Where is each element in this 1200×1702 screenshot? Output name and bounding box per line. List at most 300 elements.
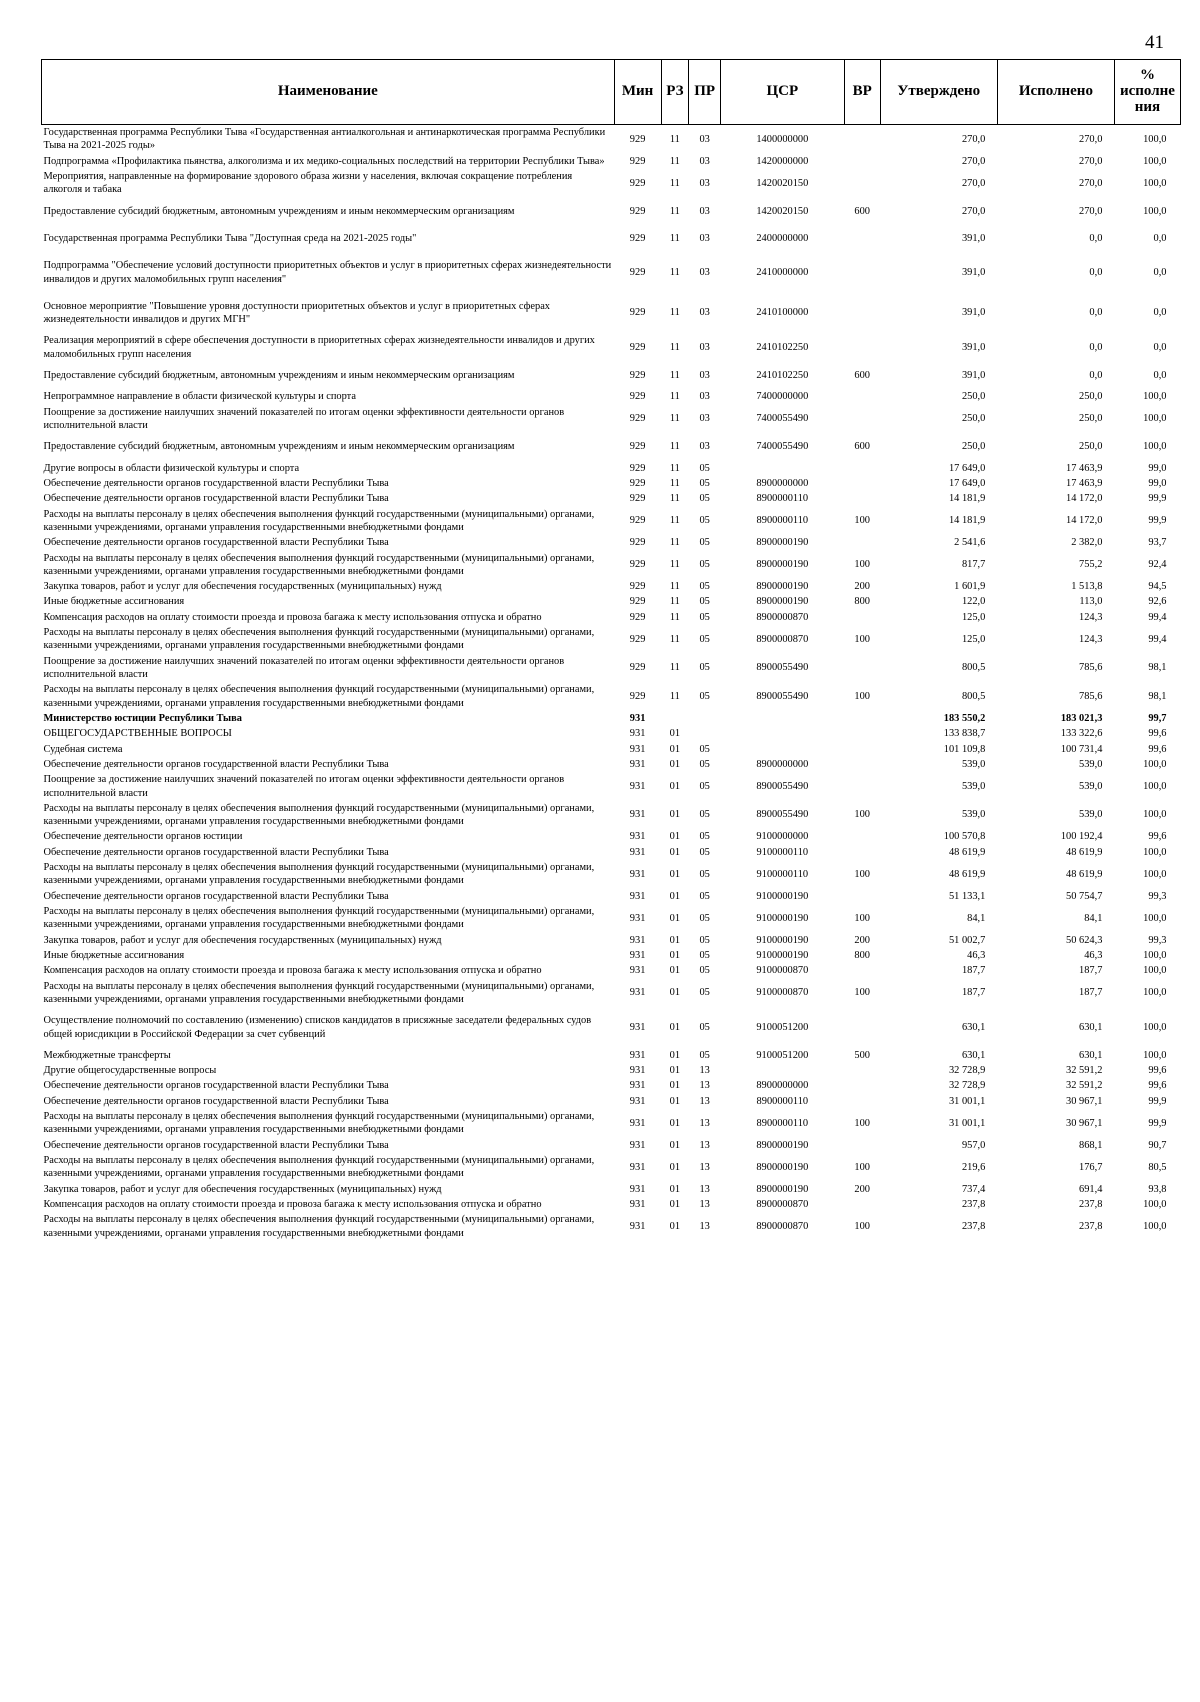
row-rz: 01: [669, 1021, 681, 1033]
row-approved: 237,8: [961, 1220, 986, 1232]
row-rz: 01: [669, 1220, 681, 1232]
table-row: [42, 433, 1181, 460]
row-name: Закупка товаров, работ и услуг для обеспечения государственных (муниципальных) нужд: [43, 934, 442, 946]
row-approved: 630,1: [961, 1021, 986, 1033]
row-vr: [844, 476, 880, 491]
row-pr: 03: [699, 342, 710, 354]
row-rz: 01: [669, 728, 681, 740]
row-name: Расходы на выплаты персоналу в целях обеспечения выполнения функций государственными (муниципальными) органами, казенными учреждениями, органами управления государственными внебюджетными фондами: [43, 552, 595, 577]
table-row: [42, 1063, 1181, 1078]
row-pr: 05: [699, 581, 710, 593]
row-percent: 99,7: [1148, 712, 1167, 724]
row-rz: 01: [669, 1183, 681, 1195]
row-csr: 9100000190: [756, 912, 809, 924]
row-vr: [844, 742, 880, 757]
row-vr: [844, 1063, 880, 1078]
row-percent: 80,5: [1148, 1161, 1167, 1173]
row-vr: 100: [854, 515, 870, 527]
row-name: Обеспечение деятельности органов государственной власти Республики Тыва: [43, 537, 389, 549]
row-pr: 05: [699, 596, 710, 608]
row-executed: 50 754,7: [1066, 890, 1103, 902]
row-approved: 17 649,0: [948, 477, 986, 489]
row-approved: 539,0: [961, 809, 986, 821]
row-rz: 11: [669, 133, 680, 145]
row-name: Другие общегосударственные вопросы: [43, 1065, 217, 1077]
row-executed: 630,1: [1079, 1021, 1103, 1033]
row-min: 929: [629, 413, 646, 425]
row-rz: 01: [669, 809, 681, 821]
table-row: [42, 801, 1181, 830]
row-csr: 1420020150: [756, 205, 809, 217]
row-approved: 32 728,9: [948, 1080, 986, 1092]
row-percent: 100,0: [1143, 133, 1167, 145]
row-min: 931: [629, 890, 646, 902]
row-rz: 11: [669, 370, 680, 382]
row-pr: 03: [699, 391, 710, 403]
row-rz: 11: [669, 477, 680, 489]
row-percent: 94,5: [1148, 581, 1167, 593]
row-min: 931: [629, 965, 646, 977]
row-name: Основное мероприятие "Повышение уровня доступности приоритетных объектов и услуг в приоритетных сферах жизнедеятельности инвалидов и других МГН": [43, 300, 551, 326]
row-pr: 13: [699, 1183, 710, 1195]
row-percent: 100,0: [1143, 1049, 1167, 1061]
row-executed: 17 463,9: [1066, 462, 1103, 474]
row-rz: 01: [669, 743, 681, 755]
row-csr: 8900000000: [756, 477, 809, 489]
row-rz: 01: [669, 912, 681, 924]
row-vr: 100: [854, 868, 870, 880]
row-min: 931: [629, 1049, 646, 1061]
row-min: 931: [629, 1198, 646, 1210]
row-approved: 125,0: [961, 633, 986, 645]
row-name: Подпрограмма «Профилактика пьянства, алкоголизма и их медико-социальных последствий на территории Республики Тыва»: [43, 155, 605, 167]
row-name: Компенсация расходов на оплату стоимости проезда и провоза багажа к месту использования отпуска и обратно: [43, 1198, 542, 1210]
table-row: [42, 1197, 1181, 1212]
row-executed: 2 382,0: [1071, 537, 1103, 549]
row-name: Государственная программа Республики Тыва "Доступная среда на 2021-2025 годы": [43, 232, 417, 244]
row-csr: 9100000000: [756, 831, 809, 843]
row-vr: [844, 1094, 880, 1109]
row-executed: 133 322,6: [1060, 728, 1103, 740]
row-percent: 0,0: [1153, 307, 1167, 319]
row-rz: 01: [669, 987, 681, 999]
row-percent: 100,0: [1143, 413, 1167, 425]
row-min: 931: [629, 949, 646, 961]
row-executed: 113,0: [1079, 596, 1103, 608]
row-vr: [844, 845, 880, 860]
row-csr: 8900000000: [756, 1080, 809, 1092]
row-rz: 11: [669, 611, 680, 623]
row-min: 931: [629, 912, 646, 924]
table-row: [42, 461, 1181, 476]
row-min: 929: [629, 155, 646, 167]
row-rz: 11: [669, 413, 680, 425]
table-row: [42, 476, 1181, 491]
row-percent: 100,0: [1143, 846, 1167, 858]
row-percent: 99,6: [1148, 1065, 1167, 1077]
row-rz: 11: [669, 633, 680, 645]
row-vr: [844, 610, 880, 625]
row-rz: 01: [669, 1095, 681, 1107]
row-vr: 100: [854, 1161, 870, 1173]
row-vr: [844, 535, 880, 550]
table-row: [42, 507, 1181, 536]
row-percent: 99,3: [1148, 934, 1167, 946]
row-vr: [844, 389, 880, 404]
row-pr: 03: [699, 307, 710, 319]
row-executed: 100 192,4: [1060, 831, 1103, 843]
header-pr: ПР: [689, 60, 721, 125]
table-row: [42, 682, 1181, 711]
row-name: Иные бюджетные ассигнования: [43, 596, 185, 608]
header-csr: ЦСР: [721, 60, 844, 125]
row-vr: [844, 963, 880, 978]
row-csr: 7400055490: [756, 413, 809, 425]
table-row: [42, 535, 1181, 550]
row-percent: 100,0: [1143, 1198, 1167, 1210]
row-csr: 2410100000: [756, 307, 809, 319]
row-pr: 05: [699, 912, 710, 924]
row-percent: 99,9: [1148, 1117, 1167, 1129]
row-rz: 01: [669, 949, 681, 961]
row-percent: 92,6: [1148, 596, 1167, 608]
row-rz: 01: [669, 890, 681, 902]
row-name: Поощрение за достижение наилучших значений показателей по итогам оценки эффективности деятельности органов исполнительной власти: [43, 655, 565, 680]
row-vr: [844, 1138, 880, 1153]
row-percent: 93,7: [1148, 537, 1167, 549]
row-min: 929: [629, 370, 646, 382]
row-approved: 133 838,7: [943, 728, 986, 740]
row-rz: 01: [669, 1080, 681, 1092]
row-executed: 691,4: [1079, 1183, 1103, 1195]
row-approved: 31 001,1: [948, 1117, 986, 1129]
row-pr: 05: [699, 868, 710, 880]
row-csr: 8900000110: [756, 515, 809, 527]
row-executed: 30 967,1: [1066, 1095, 1103, 1107]
row-approved: 391,0: [961, 232, 986, 244]
row-name: Мероприятия, направленные на формирование здорового образа жизни у населения, включая сокращение потребления алкоголя и табака: [43, 170, 573, 196]
row-min: 931: [629, 1095, 646, 1107]
row-executed: 785,6: [1079, 662, 1103, 674]
row-executed: 0,0: [1089, 370, 1103, 382]
row-percent: 0,0: [1153, 232, 1167, 244]
row-rz: 11: [669, 662, 680, 674]
row-executed: 539,0: [1079, 809, 1103, 821]
row-percent: 92,4: [1148, 559, 1167, 571]
row-executed: 100 731,4: [1060, 743, 1103, 755]
row-approved: 800,5: [961, 662, 986, 674]
row-executed: 1 513,8: [1071, 581, 1103, 593]
row-percent: 100,0: [1143, 1021, 1167, 1033]
row-executed: 539,0: [1079, 780, 1103, 792]
table-row: [42, 757, 1181, 772]
row-pr: 03: [699, 370, 710, 382]
row-executed: 48 619,9: [1066, 846, 1103, 858]
row-percent: 0,0: [1153, 342, 1167, 354]
header-rz: РЗ: [661, 60, 689, 125]
row-rz: 11: [669, 493, 680, 505]
row-csr: 9100000870: [756, 965, 809, 977]
table-row: [42, 491, 1181, 506]
row-pr: 05: [699, 559, 710, 571]
row-approved: 237,8: [961, 1198, 986, 1210]
row-percent: 99,6: [1148, 743, 1167, 755]
row-vr: [844, 654, 880, 683]
table-row: [42, 963, 1181, 978]
row-csr: 8900000870: [756, 1198, 809, 1210]
row-pr: 05: [699, 611, 710, 623]
row-executed: 0,0: [1089, 307, 1103, 319]
table-row: [42, 1212, 1181, 1241]
row-executed: 32 591,2: [1066, 1080, 1103, 1092]
row-csr: 2410102250: [756, 342, 809, 354]
row-csr: 1400000000: [756, 133, 809, 145]
header-row: [42, 60, 1181, 125]
table-row: [42, 1109, 1181, 1138]
row-executed: 270,0: [1079, 177, 1103, 189]
header-vr: ВР: [844, 60, 880, 125]
row-vr: [844, 726, 880, 741]
table-row: [42, 293, 1181, 334]
row-csr: 8900000190: [756, 596, 809, 608]
row-percent: 100,0: [1143, 949, 1167, 961]
table-row: [42, 933, 1181, 948]
row-vr: [844, 1197, 880, 1212]
table-row: [42, 1094, 1181, 1109]
table-row: [42, 610, 1181, 625]
row-percent: 99,0: [1148, 477, 1167, 489]
table-row: [42, 225, 1181, 252]
row-name: Закупка товаров, работ и услуг для обеспечения государственных (муниципальных) нужд: [43, 581, 442, 593]
row-percent: 100,0: [1143, 780, 1167, 792]
row-executed: 183 021,3: [1060, 712, 1103, 724]
row-name: Предоставление субсидий бюджетным, автономным учреждениям и иным некоммерческим организациям: [43, 205, 515, 217]
row-min: 929: [629, 391, 646, 403]
row-name: Обеспечение деятельности органов юстиции: [43, 831, 243, 843]
row-executed: 250,0: [1079, 391, 1103, 403]
row-approved: 250,0: [961, 413, 986, 425]
table-row: [42, 948, 1181, 963]
row-executed: 84,1: [1084, 912, 1103, 924]
row-min: 929: [629, 662, 646, 674]
row-executed: 0,0: [1089, 266, 1103, 278]
row-vr: [844, 225, 880, 252]
row-pr: 05: [699, 537, 710, 549]
row-percent: 99,9: [1148, 493, 1167, 505]
row-pr: 05: [699, 846, 710, 858]
row-name: Поощрение за достижение наилучших значений показателей по итогам оценки эффективности деятельности органов исполнительной власти: [43, 774, 565, 799]
row-approved: 32 728,9: [948, 1065, 986, 1077]
row-percent: 100,0: [1143, 177, 1167, 189]
row-vr: 500: [854, 1049, 870, 1061]
row-min: 931: [629, 743, 646, 755]
row-csr: 8900000870: [756, 611, 809, 623]
row-pr: 05: [699, 949, 710, 961]
row-vr: [844, 333, 880, 362]
row-percent: 100,0: [1143, 205, 1167, 217]
row-vr: 600: [854, 205, 870, 217]
row-name: Компенсация расходов на оплату стоимости проезда и провоза багажа к месту использования отпуска и обратно: [43, 611, 542, 623]
row-name: Непрограммное направление в области физической культуры и спорта: [43, 391, 356, 403]
row-csr: 8900000110: [756, 493, 809, 505]
row-executed: 630,1: [1079, 1049, 1103, 1061]
row-percent: 100,0: [1143, 155, 1167, 167]
row-vr: [844, 772, 880, 801]
row-min: 931: [629, 868, 646, 880]
row-vr: [844, 711, 880, 726]
row-min: 931: [629, 846, 646, 858]
row-name: Обеспечение деятельности органов государственной власти Республики Тыва: [43, 477, 389, 489]
row-percent: 100,0: [1143, 912, 1167, 924]
row-name: Реализация мероприятий в сфере обеспечения доступности в приоритетных сферах жизнедеятельности инвалидов и других маломобильных групп населения: [43, 335, 595, 360]
row-approved: 270,0: [961, 177, 986, 189]
row-pr: 05: [699, 1021, 710, 1033]
row-csr: 8900000110: [756, 1117, 809, 1129]
row-csr: 7400000000: [756, 391, 809, 403]
table-row: [42, 405, 1181, 434]
row-approved: 48 619,9: [948, 846, 986, 858]
row-approved: 800,5: [961, 690, 986, 702]
row-name: Расходы на выплаты персоналу в целях обеспечения выполнения функций государственными (муниципальными) органами, казенными учреждениями, органами управления государственными внебюджетными фондами: [43, 980, 595, 1005]
row-min: 931: [629, 780, 646, 792]
row-rz: 11: [669, 537, 680, 549]
row-rz: 11: [669, 581, 680, 593]
row-executed: 270,0: [1079, 133, 1103, 145]
row-pr: [689, 726, 721, 741]
row-percent: 100,0: [1143, 868, 1167, 880]
row-min: 929: [629, 477, 646, 489]
row-csr: 8900000870: [756, 1220, 809, 1232]
row-approved: 270,0: [961, 155, 986, 167]
row-percent: 99,6: [1148, 1080, 1167, 1092]
row-name: Обеспечение деятельности органов государственной власти Республики Тыва: [43, 1139, 389, 1151]
row-approved: 391,0: [961, 370, 986, 382]
row-pr: 13: [699, 1095, 710, 1107]
table-row: [42, 889, 1181, 904]
row-pr: 05: [699, 965, 710, 977]
row-min: 931: [629, 1065, 646, 1077]
row-min: 931: [629, 1220, 646, 1232]
row-vr: [844, 405, 880, 434]
row-csr: 9100051200: [756, 1021, 809, 1033]
row-name: Обеспечение деятельности органов государственной власти Республики Тыва: [43, 846, 389, 858]
row-executed: 17 463,9: [1066, 477, 1103, 489]
row-percent: 100,0: [1143, 809, 1167, 821]
row-vr: 800: [854, 596, 870, 608]
row-vr: [844, 461, 880, 476]
table-row: [42, 1078, 1181, 1093]
row-approved: 737,4: [961, 1183, 986, 1195]
row-csr: 8900000190: [756, 559, 809, 571]
row-executed: 30 967,1: [1066, 1117, 1103, 1129]
row-min: 929: [629, 537, 646, 549]
row-approved: 2 541,6: [954, 537, 986, 549]
row-vr: [844, 491, 880, 506]
row-rz: 01: [669, 1161, 681, 1173]
page-number: 41: [1145, 32, 1164, 53]
table-row: [42, 252, 1181, 293]
row-min: 931: [629, 1117, 646, 1129]
row-pr: 03: [699, 232, 710, 244]
table-row: [42, 845, 1181, 860]
row-csr: 9100000870: [756, 987, 809, 999]
row-approved: 183 550,2: [943, 712, 986, 724]
header-name: Наименование: [42, 60, 615, 125]
row-vr: 100: [854, 912, 870, 924]
row-approved: 101 109,8: [943, 743, 986, 755]
row-percent: 99,0: [1148, 462, 1167, 474]
row-name: Расходы на выплаты персоналу в целях обеспечения выполнения функций государственными (муниципальными) органами, казенными учреждениями, органами управления государственными внебюджетными фондами: [43, 1214, 595, 1239]
row-executed: 270,0: [1079, 155, 1103, 167]
row-executed: 250,0: [1079, 441, 1103, 453]
row-min: 929: [629, 581, 646, 593]
table-row: [42, 333, 1181, 362]
row-rz: 11: [669, 690, 680, 702]
row-vr: [844, 757, 880, 772]
row-csr: [721, 1063, 844, 1078]
row-approved: 391,0: [961, 342, 986, 354]
row-csr: 9100000190: [756, 890, 809, 902]
table-row: [42, 125, 1181, 154]
row-rz: 11: [669, 307, 680, 319]
row-pr: 05: [699, 743, 710, 755]
row-rz: 11: [669, 559, 680, 571]
row-name: Расходы на выплаты персоналу в целях обеспечения выполнения функций государственными (муниципальными) органами, казенными учреждениями, органами управления государственными внебюджетными фондами: [43, 684, 595, 709]
row-executed: 539,0: [1079, 758, 1103, 770]
row-min: 931: [629, 831, 646, 843]
table-row: [42, 1138, 1181, 1153]
row-name: Предоставление субсидий бюджетным, автономным учреждениям и иным некоммерческим организациям: [43, 370, 515, 382]
row-percent: 90,7: [1148, 1139, 1167, 1151]
row-vr: [844, 169, 880, 198]
row-min: 929: [629, 232, 646, 244]
table-row: [42, 742, 1181, 757]
row-approved: 46,3: [967, 949, 986, 961]
row-min: 929: [629, 307, 646, 319]
row-csr: 8900000870: [756, 633, 809, 645]
row-csr: 7400055490: [756, 441, 809, 453]
row-approved: 122,0: [961, 596, 986, 608]
header-percent: % исполне ния: [1114, 60, 1180, 125]
row-percent: 100,0: [1143, 1220, 1167, 1232]
row-csr: 8900055490: [756, 809, 809, 821]
row-pr: [689, 711, 721, 726]
row-percent: 99,6: [1148, 831, 1167, 843]
row-pr: 03: [699, 133, 710, 145]
table-row: [42, 726, 1181, 741]
row-approved: 125,0: [961, 611, 986, 623]
row-pr: 05: [699, 493, 710, 505]
row-vr: 200: [854, 1183, 870, 1195]
table-row: [42, 625, 1181, 654]
row-rz: 01: [669, 1065, 681, 1077]
row-min: 929: [629, 177, 646, 189]
row-csr: 9100000190: [756, 934, 809, 946]
row-vr: 600: [854, 370, 870, 382]
table-row: [42, 1007, 1181, 1048]
row-approved: 100 570,8: [943, 831, 986, 843]
table-row: [42, 829, 1181, 844]
row-csr: [721, 726, 844, 741]
row-min: 931: [629, 1161, 646, 1173]
row-name: Расходы на выплаты персоналу в целях обеспечения выполнения функций государственными (муниципальными) органами, казенными учреждениями, органами управления государственными внебюджетными фондами: [43, 1111, 595, 1136]
row-min: 929: [629, 611, 646, 623]
table-row: [42, 1153, 1181, 1182]
row-vr: [844, 829, 880, 844]
row-approved: 219,6: [961, 1161, 986, 1173]
row-executed: 50 624,3: [1066, 934, 1103, 946]
row-pr: 05: [699, 831, 710, 843]
